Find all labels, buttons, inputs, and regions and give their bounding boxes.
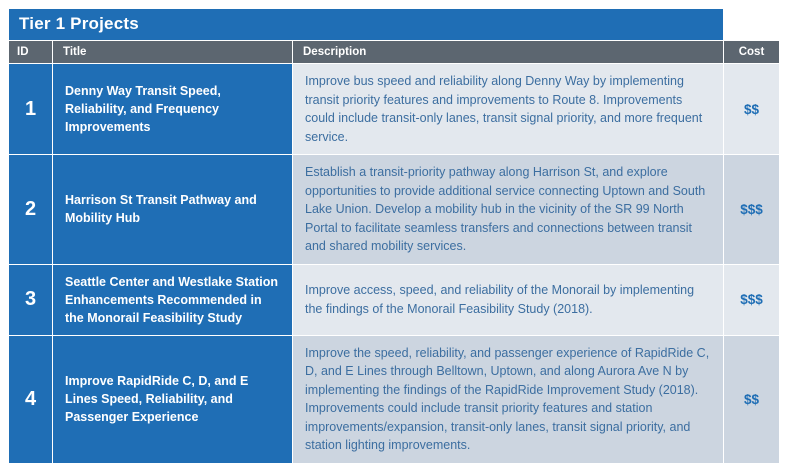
column-header-cost: Cost xyxy=(724,41,780,64)
table-row xyxy=(9,64,780,155)
table-header-row xyxy=(9,41,780,64)
row-title: Harrison St Transit Pathway and Mobility Hub xyxy=(53,155,293,265)
table-row xyxy=(9,155,780,265)
row-cost: $$$ xyxy=(724,155,780,265)
row-id: 3 xyxy=(9,264,53,335)
row-title: Seattle Center and Westlake Station Enhancements Recommended in the Monorail Feasibility Study xyxy=(53,264,293,335)
tier-1-projects-table xyxy=(8,8,780,464)
column-header-title: Title xyxy=(53,41,293,64)
row-id: 1 xyxy=(9,64,53,155)
row-title: Denny Way Transit Speed, Reliability, and Frequency Improvements xyxy=(53,64,293,155)
row-cost: $$ xyxy=(724,64,780,155)
table-row xyxy=(9,264,780,335)
row-title: Improve RapidRide C, D, and E Lines Speed, Reliability, and Passenger Experience xyxy=(53,335,293,463)
row-id: 4 xyxy=(9,335,53,463)
column-header-id: ID xyxy=(9,41,53,64)
table-title-row xyxy=(9,9,780,41)
table-title: Tier 1 Projects xyxy=(9,9,724,41)
row-id: 2 xyxy=(9,155,53,265)
row-cost: $$$ xyxy=(724,264,780,335)
row-description: Improve bus speed and reliability along Denny Way by implementing transit priority features and improvements to Route 8. Improvements could include transit-only lanes, transit signal priority, and more frequent service. xyxy=(293,64,724,155)
table-row xyxy=(9,335,780,463)
row-description: Improve the speed, reliability, and passenger experience of RapidRide C, D, and E Lines through Belltown, Uptown, and along Aurora Ave N by implementing the findings of the RapidRide Improvement Study (2018). Improvements could include transit priority features and station improvements/expansion, transit-only lanes, transit signal priority, and station lighting improvements. xyxy=(293,335,724,463)
row-cost: $$ xyxy=(724,335,780,463)
column-header-description: Description xyxy=(293,41,724,64)
row-description: Establish a transit-priority pathway along Harrison St, and explore opportunities to provide additional service connecting Uptown and South Lake Union. Develop a mobility hub in the vicinity of the SR 99 North Portal to facilitate seamless transfers and connections between transit and shared mobility services. xyxy=(293,155,724,265)
row-description: Improve access, speed, and reliability of the Monorail by implementing the findings of the Monorail Feasibility Study (2018). xyxy=(293,264,724,335)
table-title-spacer xyxy=(724,9,780,41)
